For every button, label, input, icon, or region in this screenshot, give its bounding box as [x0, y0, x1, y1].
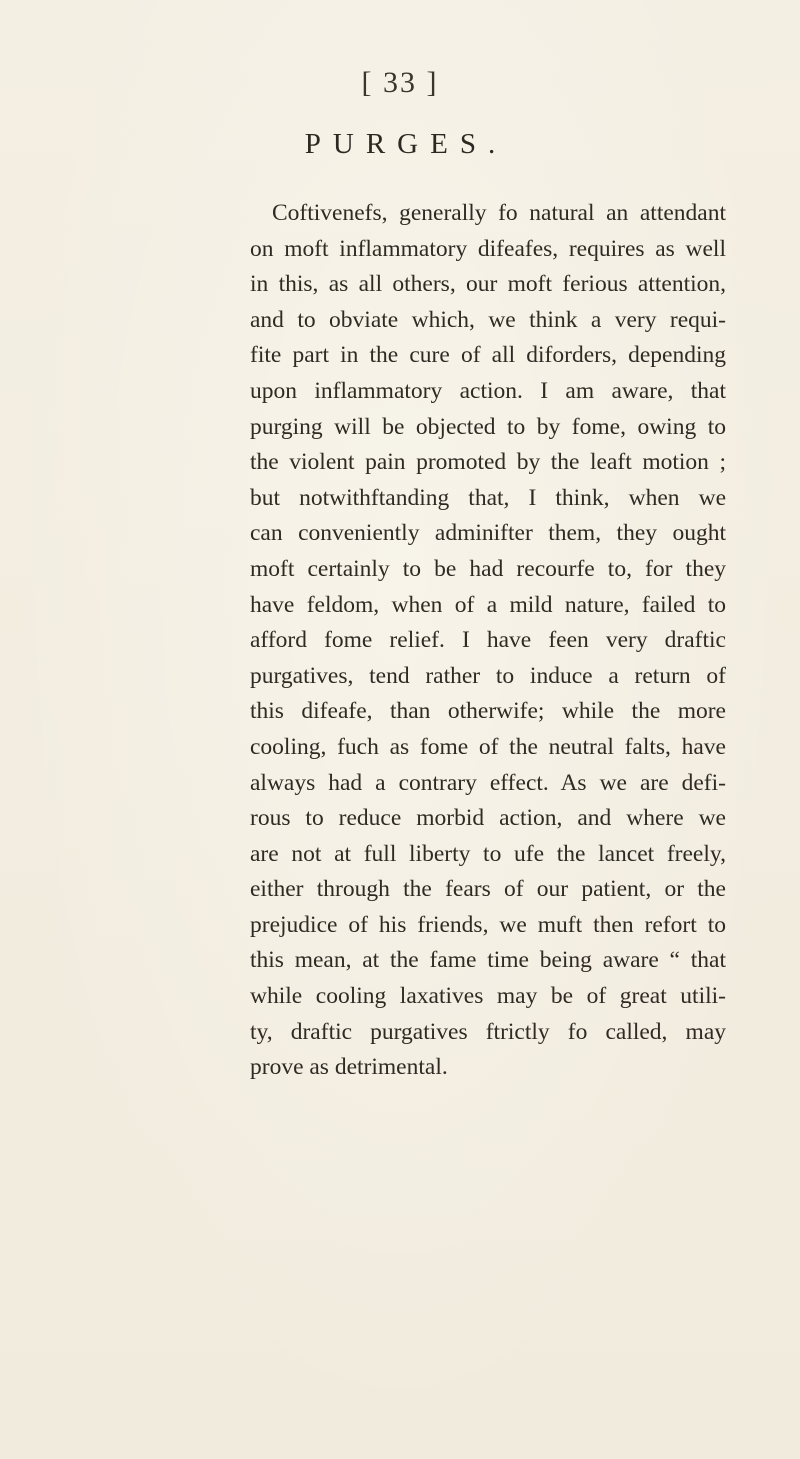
text-line: have feldom, when of a mild nature, failed to: [250, 591, 726, 618]
text-line: in this, as all others, our moft ferious attention,: [250, 271, 726, 298]
text-line: always had a contrary effect. As we are defi-: [250, 769, 726, 796]
text-line: purging will be objected to by fome, owing to: [250, 413, 726, 440]
text-line: ty, draftic purgatives ftrictly fo called, may: [250, 1018, 726, 1045]
text-line: the violent pain promoted by the leaft motion ;: [250, 449, 726, 476]
text-line: moft certainly to be had recourfe to, for they: [250, 555, 726, 582]
text-line: on moft inflammatory difeafes, requires as well: [250, 235, 726, 262]
text-line: afford fome relief. I have feen very draftic: [250, 627, 726, 654]
text-line: Coftivenefs, generally fo natural an attendant: [272, 200, 726, 226]
text-line: either through the fears of our patient, or the: [250, 876, 726, 903]
text-line: prove as detrimental.: [250, 1054, 448, 1081]
text-line: cooling, fuch as fome of the neutral falts, have: [250, 733, 726, 760]
text-line: are not at full liberty to ufe the lancet freely,: [250, 840, 726, 867]
text-line: upon inflammatory action. I am aware, that: [250, 377, 726, 404]
text-line: this difeafe, than otherwife; while the more: [250, 698, 726, 725]
text-line: purgatives, tend rather to induce a return of: [250, 662, 726, 689]
text-line: rous to reduce morbid action, and where we: [250, 805, 726, 832]
page-number: [ 33 ]: [361, 66, 439, 99]
text-line: prejudice of his friends, we muft then refort to: [250, 911, 726, 938]
text-line: fite part in the cure of all diforders, depending: [250, 342, 726, 369]
text-line: but notwithftanding that, I think, when we: [250, 484, 726, 511]
text-line: this mean, at the fame time being aware “ that: [250, 947, 726, 974]
text-line: can conveniently adminifter them, they ought: [250, 520, 726, 547]
section-heading: PURGES.: [304, 128, 508, 160]
text-line: and to obviate which, we think a very requi-: [250, 306, 726, 333]
body-paragraph: [250, 196, 726, 1086]
text-line: while cooling laxatives may be of great utili-: [250, 983, 726, 1010]
